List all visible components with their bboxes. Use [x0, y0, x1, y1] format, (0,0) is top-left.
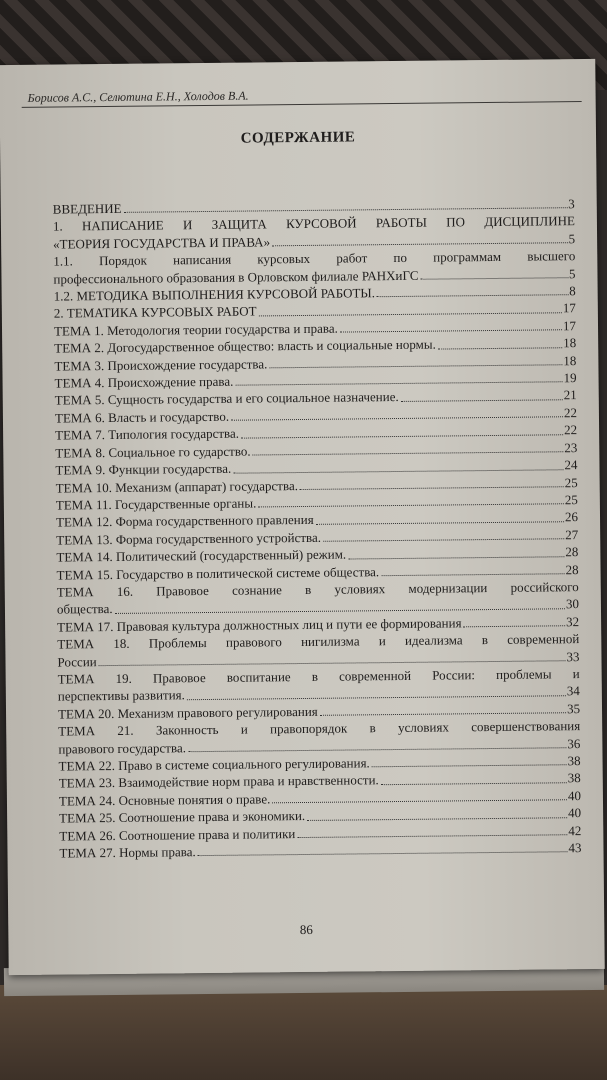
toc-entry-title: ТЕМА 9. Функции государства. [55, 460, 232, 478]
toc-entry-title: России [57, 653, 97, 670]
dot-leader [241, 434, 563, 438]
dot-leader [381, 573, 564, 576]
toc-entry-page: 25 [564, 474, 578, 490]
dot-leader [323, 538, 564, 542]
toc-entry [53, 247, 575, 287]
toc-entry-page: 17 [562, 317, 577, 334]
toc-entry [53, 213, 575, 253]
toc-entry-title: ТЕМА 1. Методология теории государства и права. [53, 320, 338, 339]
dot-leader [401, 399, 563, 402]
toc-entry-page: 27 [565, 526, 579, 542]
running-header-authors: Борисов А.С., Селютина Е.Н., Холодов В.А. [27, 88, 249, 105]
dot-leader [269, 364, 562, 368]
toc-entry [58, 665, 580, 705]
toc-entry-title: ТЕМА 7. Типология государства. [55, 425, 240, 443]
dot-leader [300, 486, 564, 490]
toc-entry-title: 1.2. МЕТОДИКА ВЫПОЛНЕНИЯ КУРСОВОЙ РАБОТЫ. [53, 285, 376, 304]
toc-entry-page: 24 [564, 457, 578, 473]
toc-entry-title: ТЕМА 20. Механизм правового регулирования [57, 703, 318, 722]
toc-entry-title: ТЕМА 22. Право в системе социального регулирования. [58, 755, 370, 774]
dot-leader [464, 625, 566, 627]
toc-entry-page: 8 [569, 283, 576, 299]
toc-entry-page: 26 [564, 509, 579, 525]
toc-entry-title-line: ТЕМА 18. Проблемы правового нигилизма и идеализма в современной [57, 631, 580, 652]
table-of-contents [53, 195, 582, 862]
toc-entry-title-line: 1. НАПИСАНИЕ И ЗАЩИТА КУРСОВОЙ РАБОТЫ ПО ДИСЦИПЛИНЕ [52, 213, 575, 234]
toc-entry-title: ТЕМА 3. Происхождение государства. [54, 356, 268, 374]
toc-entry-title: ТЕМА 2. Догосударственное общество: власть и социальные нормы. [54, 336, 436, 356]
toc-entry-title: ТЕМА 23. Взаимодействие норм права и нравственности. [58, 772, 379, 791]
toc-entry-title: ТЕМА 11. Государственные органы. [55, 495, 257, 513]
toc-entry-page: 18 [563, 352, 577, 368]
toc-entry-title: ТЕМА 13. Форма государственного устройства. [56, 529, 322, 548]
dot-leader [348, 556, 564, 559]
toc-entry-title: ТЕМА 14. Политический (государственный) режим. [56, 546, 347, 565]
dot-leader [188, 747, 566, 752]
dot-leader [421, 277, 569, 280]
table-surface [0, 985, 607, 1080]
toc-entry-title-line: ТЕМА 16. Правовое сознание в условиях модернизации российского [56, 579, 579, 600]
dot-leader [340, 330, 562, 333]
toc-entry-page: 17 [562, 300, 576, 316]
toc-entry-page: 5 [568, 230, 576, 247]
dot-leader [198, 852, 568, 857]
dot-leader [381, 782, 567, 785]
toc-entry-page: 19 [563, 370, 577, 386]
toc-entry-page: 22 [563, 404, 577, 421]
dot-leader [372, 765, 567, 768]
dot-leader [258, 504, 564, 508]
dot-leader [187, 695, 566, 700]
toc-entry-title: ТЕМА 5. Сущность государства и его социальное назначение. [54, 389, 399, 409]
dot-leader [272, 799, 567, 803]
dot-leader [233, 469, 563, 473]
toc-entry-page: 23 [564, 439, 578, 455]
toc-entry-page: 36 [567, 735, 581, 751]
toc-entry [57, 578, 579, 618]
toc-entry-title: ТЕМА 27. Нормы права. [59, 844, 196, 861]
toc-entry-title: ТЕМА 6. Власть и государство. [54, 408, 230, 426]
dot-leader [272, 242, 568, 246]
toc-entry-title: 2. ТЕМАТИКА КУРСОВЫХ РАБОТ [53, 303, 257, 322]
toc-entry-title: ТЕМА 12. Форма государственного правления [55, 512, 314, 530]
toc-entry-page: 33 [566, 648, 580, 664]
toc-entry-title: «ТЕОРИЯ ГОСУДАРСТВА И ПРАВА» [53, 234, 271, 252]
toc-entry-page: 42 [568, 822, 582, 838]
dot-leader [235, 382, 562, 386]
toc-entry-page: 30 [565, 596, 580, 612]
dot-leader [259, 312, 562, 316]
toc-entry-page: 28 [565, 544, 579, 560]
toc-entry-page: 28 [565, 561, 579, 577]
toc-entry [58, 717, 580, 757]
toc-entry-page: 22 [564, 422, 578, 438]
toc-entry-title: профессионального образования в Орловском филиале РАНХиГС [53, 267, 419, 287]
toc-entry-title-line: ТЕМА 21. Законность и правопорядок в условиях совершенствования [58, 718, 581, 739]
toc-entry-title: ТЕМА 4. Происхождение права. [54, 373, 234, 391]
dot-leader [438, 347, 562, 349]
toc-entry-title: ТЕМА 24. Основные понятия о праве. [58, 791, 271, 809]
toc-entry-title: ТЕМА 15. Государство в политической системе общества. [56, 563, 380, 583]
toc-entry [57, 630, 579, 670]
toc-entry-title: правового государства. [58, 739, 187, 757]
toc-entry-page: 25 [564, 492, 578, 508]
toc-entry-page: 35 [566, 700, 581, 717]
toc-entry-page: 40 [568, 805, 582, 821]
toc-entry-page: 5 [568, 265, 576, 281]
page-title: СОДЕРЖАНИЕ [240, 129, 356, 147]
dot-leader [320, 712, 566, 716]
toc-entry-page: 18 [563, 335, 577, 351]
toc-entry-title: ТЕМА 26. Соотношение права и политики [59, 825, 296, 844]
toc-entry-title: ТЕМА 17. Правовая культура должностных лиц и пути ее формирования [57, 615, 462, 635]
toc-entry-page: 38 [567, 770, 581, 786]
toc-entry-title: ВВЕДЕНИЕ [52, 200, 122, 217]
toc-entry-title: перспективы развития. [57, 687, 185, 704]
book-page [0, 59, 605, 975]
dot-leader [297, 834, 567, 838]
dot-leader [253, 451, 564, 455]
toc-entry-page: 21 [563, 387, 577, 403]
toc-entry-title-line: 1.1. Порядок написания курсовых работ по программам высшего [53, 248, 576, 269]
dot-leader [231, 417, 563, 421]
toc-entry-page: 43 [568, 840, 582, 856]
toc-entry-title: ТЕМА 25. Соотношение права и экономики. [59, 808, 306, 826]
toc-entry-page: 34 [566, 683, 580, 699]
toc-entry-title: общества. [56, 601, 113, 617]
toc-entry-title-line: ТЕМА 19. Правовое воспитание в современной России: проблемы и [57, 666, 580, 687]
toc-entry-page: 40 [567, 787, 582, 804]
toc-entry-page: 32 [566, 613, 580, 629]
toc-entry-title: ТЕМА 8. Социальное го сударство. [55, 443, 251, 461]
dot-leader [307, 817, 567, 821]
toc-entry-page: 38 [567, 753, 581, 769]
toc-entry-page: 3 [568, 196, 575, 212]
page-number: 86 [299, 921, 313, 938]
dot-leader [316, 521, 564, 525]
toc-entry-title: ТЕМА 10. Механизм (аппарат) государства. [55, 477, 298, 496]
dot-leader [377, 295, 568, 298]
